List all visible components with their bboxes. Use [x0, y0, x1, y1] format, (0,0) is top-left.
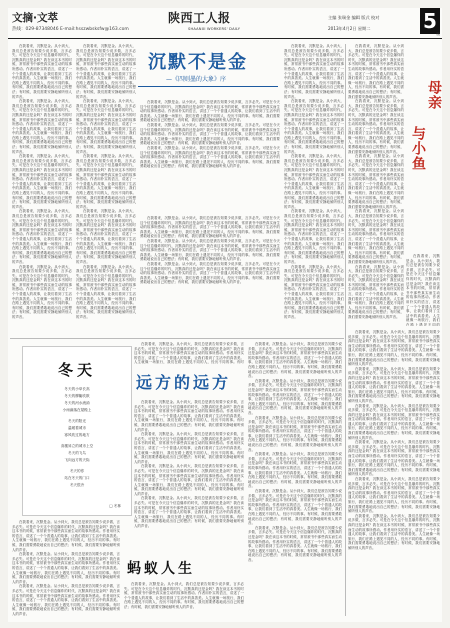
poem-line: 冬天很冷 [69, 483, 85, 487]
poem-line: 飞向远方的天际 [64, 458, 90, 462]
poem-line: 寒风吹过的地方 [64, 433, 90, 437]
story-3-intro: 在我看来，沉默是金。从小到大，我们总是被告知要少说多做，言多必失。可是在今天这个信息爆炸的时代，沉默真的还是金吗？我在读这本书的时候，常常被书中那些真实而生动的故事所感动。作者用朴实的语言，讲述了一个个普通人的故事，让我们看到了生活中的真善美。人生就像一场旅行，我们在路上遇见不同的人，经历不同的事。有时 [134, 342, 244, 364]
story-3-title-block [130, 366, 248, 396]
poem-line: 冬天的河水流淌 [64, 401, 90, 405]
editor-credits: 主编 张瑞金 编辑 版式 校对 [328, 15, 380, 20]
contact-hotline: 热线：029-87348046 E-mail:hsszwbsksfw@163.com [12, 27, 129, 32]
story-3-title: 远方的远方 [136, 373, 232, 392]
poem-line: 冬天的小草长高 [64, 387, 90, 391]
section-title: 文摘·文萃 [12, 12, 58, 24]
story-1-title-block [138, 48, 278, 94]
story-4-title-block [123, 556, 243, 582]
poem-line: 冬天的阳光 [68, 419, 86, 423]
poem-line: 小雨滴落在屋檐上 [62, 408, 92, 412]
story-4-column-1: 在我看来，沉默是金。从小到大，我们总是被告知要少说多做，言多必失。可是在今天这个信息爆炸的时代，沉默真的还是金吗？我在读这本书的时候，常常被书中那些真实而生动的故事所感动。作者用朴实的语言，讲述了一个个普通人的故事，让我们看到了生活中的真善美。人生就像一场旅行，我们在路上遇见不同的人，经历不同的事。有时候，我们需要勇敢地说出自己的想法；有时候，我们需要安静地倾听别人的声音。 在我看来，沉默是金。从小到大，我们总是被告知要少说多做，言多必失。可是在今天这个信息爆炸的时代，沉默真的还是金吗？我在读这本书的时候，常常被书中那些真实而生动的故事所感动。作者用朴实的语言，讲述了一个个普通人的故事，让我们看到了生活中的真善美。人生就像一场旅行，我们在路上遇见不同的人，经历不同的事。有时候，我们需要勇敢地说出自己的想法；有时候，我们需要安静地倾听别人的声音。 在我看来，沉默是金。从小到大，我们总是被告知要少说多做，言多必失。可是在今天这个信息爆炸的时代，沉默真的还是金吗？我在读这本书的时候，常常被书中那些真实而生动的故事所感动。作者用朴实的语言，讲述了一个个普通人的故事，让我们看到了生活中的真善美。人生就像一场旅行，我们在路上遇见不同的人，经历不同的事。有时候，我们需要勇敢地说出自己的想法；有时候，我们需要安静地倾听别人的声音。 [12, 520, 120, 616]
horizontal-divider [10, 338, 344, 339]
poem-line: 冬天的柳絮吹散 [64, 394, 90, 398]
story-2-column-2: 在我看来，沉默是金。从小到大，我们总是被告知要少说多做，言多必失。可是在今天这个信息爆炸的时代，沉默真的还是金吗？我在读这本书的时候，常常被书中那些真实而生动的故事所感动。作者用朴实的语言，讲述了一个个普通人的故事，让我们看到了生活中的真善美。人生就像一场旅行，我们在路上遇见不同的人，经历不同的事。有时候，我们需要勇敢地说出自己的想法；有时候，我们需要安静地倾听别人的声音。 在我看来，沉默是金。从小到大，我们总是被告知要少说多做，言多必失。可是在今天这个信息爆炸的时代，沉默真的还是金吗？我在读这本书的时候，常常被书中那些真实而生动的故事所感动。作者用朴实的语言，讲述了一个个普通人的故事，让我们看到了生活中的真善美。人生就像一场旅行，我们在路上遇见不同的人，经历不同的事。有时候，我们需要勇敢地说出自己的想法；有时候，我们需要安静地倾听别人的声音。 在我看来，沉默是金。从小到大，我们总是被告知要少说多做，言多必失。可是在今天这个信息爆炸的时代，沉默真的还是金吗？我在读这本书的时候，常常被书中那些真实而生动的故事所感动。作者用朴实的语言，讲述了一个个普通人的故事，让我们看到了生活中的真善美。人生就像一场旅行，我们在路上遇见不同的人，经历不同的事。有时候，我们需要勇敢地说出自己的想法；有时候，我们需要安静地倾听别人的声音。 在我看来，沉默是金。从小到大，我们总是被告知要少说多做，言多必失。可是在今天这个信息爆炸的时代，沉默真的还是金吗？我在读这本书的时候，常常被书中那些真实而生动的故事所感动。作者用朴实的语言，讲述了一个个普通人的故事，让我们看到了生活中的真善美。人生就像一场旅行，我们在路上遇见不同的人，经历不同的事。有时候，我们需要勇敢地说出自己的想法；有时候，我们需要安静地倾听别人的声音。 在我看来，沉默是金。从小到大，我们总是被告知要少说多做，言多必失。可是在今天这个信息爆炸的时代，沉默真的还是金吗？我在读这本书的时候，常常被书中那些真实而生动的故事所感动。作者用朴实的语言，讲述了一个个普通人的故事，让我们看到了生活中的真善美。人生就像一场旅行，我们在路上遇见不同的人，经历不同的事。有时候，我们需要勇敢地说出自己的想法；有时候，我们需要安静地倾听别人的声音。 在我看来，沉默是金。从小到大，我们总是被告知要少说多做，言多必失。可是在今天这个信息爆炸的时代，沉默真的还是金吗？我在读这本书的时候，常常被书中那些真实而生动的故事所感动。作者用朴实的语言，讲述了一个个普通人的故事，让我们看到了生活中的真善美。人生就像一场旅行，我们在路上遇见不同的人，经历不同的事。有时候，我们需要勇敢地说出自己的想法；有时候，我们需要安静地倾听别人的声音。 [348, 330, 440, 550]
newspaper-page [8, 8, 442, 622]
story-2-title-line-2: 与小鱼 [410, 126, 426, 171]
poem-line: 站在冬天的门口 [64, 476, 90, 480]
story-2-title-block [406, 80, 440, 250]
poem-signature: □ 冬林 [109, 504, 121, 508]
story-1-column-1: 在我看来，沉默是金。从小到大，我们总是被告知要少说多做，言多必失。可是在今天这个信息爆炸的时代，沉默真的还是金吗？我在读这本书的时候，常常被书中那些真实而生动的故事所感动。作者用朴实的语言，讲述了一个个普通人的故事，让我们看到了生活中的真善美。人生就像一场旅行，我们在路上遇见不同的人，经历不同的事。有时候，我们需要勇敢地说出自己的想法；有时候，我们需要安静地倾听别人的声音。 在我看来，沉默是金。从小到大，我们总是被告知要少说多做，言多必失。可是在今天这个信息爆炸的时代，沉默真的还是金吗？我在读这本书的时候，常常被书中那些真实而生动的故事所感动。作者用朴实的语言，讲述了一个个普通人的故事，让我们看到了生活中的真善美。人生就像一场旅行，我们在路上遇见不同的人，经历不同的事。有时候，我们需要勇敢地说出自己的想法；有时候，我们需要安静地倾听别人的声音。 在我看来，沉默是金。从小到大，我们总是被告知要少说多做，言多必失。可是在今天这个信息爆炸的时代，沉默真的还是金吗？我在读这本书的时候，常常被书中那些真实而生动的故事所感动。作者用朴实的语言，讲述了一个个普通人的故事，让我们看到了生活中的真善美。人生就像一场旅行，我们在路上遇见不同的人，经历不同的事。有时候，我们需要勇敢地说出自己的想法；有时候，我们需要安静地倾听别人的声音。 在我看来，沉默是金。从小到大，我们总是被告知要少说多做，言多必失。可是在今天这个信息爆炸的时代，沉默真的还是金吗？我在读这本书的时候，常常被书中那些真实而生动的故事所感动。作者用朴实的语言，讲述了一个个普通人的故事，让我们看到了生活中的真善美。人生就像一场旅行，我们在路上遇见不同的人，经历不同的事。有时候，我们需要勇敢地说出自己的想法；有时候，我们需要安静地倾听别人的声音。 在我看来，沉默是金。从小到大，我们总是被告知要少说多做，言多必失。可是在今天这个信息爆炸的时代，沉默真的还是金吗？我在读这本书的时候，常常被书中那些真实而生动的故事所感动。作者用朴实的语言，讲述了一个个普通人的故事，让我们看到了生活中的真善美。人生就像一场旅行，我们在路上遇见不同的人，经历不同的事。有时候，我们需要勇敢地说出自己的想法；有时候，我们需要安静地倾听别人的声音。 [12, 44, 72, 320]
page-number-label: 版 [436, 32, 440, 36]
poem-line: 温暖着城市 [68, 426, 86, 430]
poem-line: 冬天的你 [69, 469, 85, 473]
story-2-column-3: 在我看来，沉默是金。从小到大，我们总是被告知要少说多做，言多必失。可是在今天这个信息爆炸的时代，沉默真的还是金吗？我在读这本书的时候，常常被书中那些真实而生动的故事所感动。作者用朴实的语言，讲述了一个个普通人的故事，让我们看到了生活中的真善美。人生就像一场旅行，我们在路上遇见不同的 [406, 254, 440, 326]
masthead-english: SHAANXI WORKERS' DAILY [188, 27, 241, 31]
story-3-column-1: 在我看来，沉默是金。从小到大，我们总是被告知要少说多做，言多必失。可是在今天这个信息爆炸的时代，沉默真的还是金吗？我在读这本书的时候，常常被书中那些真实而生动的故事所感动。作者用朴实的语言，讲述了一个个普通人的故事，让我们看到了生活中的真善美。人生就像一场旅行，我们在路上遇见不同的人，经历不同的事。有时候，我们需要勇敢地说出自己的想法；有时候，我们需要安静地倾听别人的声音。 在我看来，沉默是金。从小到大，我们总是被告知要少说多做，言多必失。可是在今天这个信息爆炸的时代，沉默真的还是金吗？我在读这本书的时候，常常被书中那些真实而生动的故事所感动。作者用朴实的语言，讲述了一个个普通人的故事，让我们看到了生活中的真善美。人生就像一场旅行，我们在路上遇见不同的人，经历不同的事。有时候，我们需要勇敢地说出自己的想法；有时候，我们需要安静地倾听别人的声音。 在我看来，沉默是金。从小到大，我们总是被告知要少说多做，言多必失。可是在今天这个信息爆炸的时代，沉默真的还是金吗？我在读这本书的时候，常常被书中那些真实而生动的故事所感动。作者用朴实的语言，讲述了一个个普通人的故事，让我们看到了生活中的真善美。人生就像一场旅行，我们在路上遇见不同的人，经历不同的事。有时候，我们需要勇敢地说出自己的想法；有时候，我们需要安静地倾听别人的声音。 在我看来，沉默是金。从小到大，我们总是被告知要少说多做，言多必失。可是在今天这个信息爆炸的时代，沉默真的还是金吗？我在读这本书的时候，常常被书中那些真实而生动的故事所感动。作者用朴实的语言，讲述了一个个普通人的故事，让我们看到了生活中的真善美。人生就像一场旅行，我们在路上遇见不同的人，经历不同的事。有时候，我们需要勇敢地说出自己的想法；有时候，我们需要安静地倾听别人的声音。 [134, 400, 244, 529]
page-number: 5 [420, 8, 440, 34]
story-1-column-5: 在我看来，沉默是金。从小到大，我们总是被告知要少说多做，言多必失。可是在今天这个信息爆炸的时代，沉默真的还是金吗？我在读这本书的时候，常常被书中那些真实而生动的故事所感动。作者用朴实的语言，讲述了一个个普通人的故事，让我们看到了生活中的真善美。人生就像一场旅行，我们在路上遇见不同的人，经历不同的事。有时候，我们需要勇敢地说出自己的想法；有时候，我们需要安静地倾听别人的声音。 在我看来，沉默是金。从小到大，我们总是被告知要少说多做，言多必失。可是在今天这个信息爆炸的时代，沉默真的还是金吗？我在读这本书的时候，常常被书中那些真实而生动的故事所感动。作者用朴实的语言，讲述了一个个普通人的故事，让我们看到了生活中的真善美。人生就像一场旅行，我们在路上遇见不同的人，经历不同的事。有时候，我们需要勇敢地说出自己的想法；有时候，我们需要安静地倾听别人的声音。 在我看来，沉默是金。从小到大，我们总是被告知要少说多做，言多必失。可是在今天这个信息爆炸的时代，沉默真的还是金吗？我在读这本书的时候，常常被书中那些真实而生动的故事所感动。作者用朴实的语言，讲述了一个个普通人的故事，让我们看到了生活中的真善美。人生就像一场旅行，我们在路上遇见不同的人，经历不同的事。有时候，我们需要勇敢地说出自己的想法；有时候，我们需要安静地倾听别人的声音。 在我看来，沉默是金。从小到大，我们总是被告知要少说多做，言多必失。可是在今天这个信息爆炸的时代，沉默真的还是金吗？我在读这本书的时候，常常被书中那些真实而生动的故事所感动。作者用朴实的语言，讲述了一个个普通人的故事，让我们看到了生活中的真善美。人生就像一场旅行，我们在路上遇见不同的人，经历不同的事。有时候，我们需要勇敢地说出自己的想法；有时候，我们需要安静地倾听别人的声音。 在我看来，沉默是金。从小到大，我们总是被告知要少说多做，言多必失。可是在今天这个信息爆炸的时代，沉默真的还是金吗？我在读这本书的时候，常常被书中那些真实而生动的故事所感动。作者用朴实的语言，讲述了一个个普通人的故事，让我们看到了生活中的真善美。人生就像一场旅行，我们在路上遇见不同的人，经历不同的事。有时候，我们需要勇敢地说出自己的想法；有时候，我们需要安静地倾听别人的声音。 [284, 44, 344, 320]
story-2-title-line-1: 母亲 [426, 80, 442, 110]
newspaper-masthead: 陕西工人报 [168, 11, 231, 25]
story-1-column-2: 在我看来，沉默是金。从小到大，我们总是被告知要少说多做，言多必失。可是在今天这个信息爆炸的时代，沉默真的还是金吗？我在读这本书的时候，常常被书中那些真实而生动的故事所感动。作者用朴实的语言，讲述了一个个普通人的故事，让我们看到了生活中的真善美。人生就像一场旅行，我们在路上遇见不同的人，经历不同的事。有时候，我们需要勇敢地说出自己的想法；有时候，我们需要安静地倾听别人的声音。 在我看来，沉默是金。从小到大，我们总是被告知要少说多做，言多必失。可是在今天这个信息爆炸的时代，沉默真的还是金吗？我在读这本书的时候，常常被书中那些真实而生动的故事所感动。作者用朴实的语言，讲述了一个个普通人的故事，让我们看到了生活中的真善美。人生就像一场旅行，我们在路上遇见不同的人，经历不同的事。有时候，我们需要勇敢地说出自己的想法；有时候，我们需要安静地倾听别人的声音。 在我看来，沉默是金。从小到大，我们总是被告知要少说多做，言多必失。可是在今天这个信息爆炸的时代，沉默真的还是金吗？我在读这本书的时候，常常被书中那些真实而生动的故事所感动。作者用朴实的语言，讲述了一个个普通人的故事，让我们看到了生活中的真善美。人生就像一场旅行，我们在路上遇见不同的人，经历不同的事。有时候，我们需要勇敢地说出自己的想法；有时候，我们需要安静地倾听别人的声音。 在我看来，沉默是金。从小到大，我们总是被告知要少说多做，言多必失。可是在今天这个信息爆炸的时代，沉默真的还是金吗？我在读这本书的时候，常常被书中那些真实而生动的故事所感动。作者用朴实的语言，讲述了一个个普通人的故事，让我们看到了生活中的真善美。人生就像一场旅行，我们在路上遇见不同的人，经历不同的事。有时候，我们需要勇敢地说出自己的想法；有时候，我们需要安静地倾听别人的声音。 在我看来，沉默是金。从小到大，我们总是被告知要少说多做，言多必失。可是在今天这个信息爆炸的时代，沉默真的还是金吗？我在读这本书的时候，常常被书中那些真实而生动的故事所感动。作者用朴实的语言，讲述了一个个普通人的故事，让我们看到了生活中的真善美。人生就像一场旅行，我们在路上遇见不同的人，经历不同的事。有时候，我们需要勇敢地说出自己的想法；有时候，我们需要安静地倾听别人的声音。 [76, 44, 136, 320]
story-1-column-3: 在我看来，沉默是金。从小到大，我们总是被告知要少说多做，言多必失。可是在今天这个信息爆炸的时代，沉默真的还是金吗？我在读这本书的时候，常常被书中那些真实而生动的故事所感动。作者用朴实的语言，讲述了一个个普通人的故事，让我们看到了生活中的真善美。人生就像一场旅行，我们在路上遇见不同的人，经历不同的事。有时候，我们需要勇敢地说出自己的想法；有时候，我们需要安静地倾听别人的声音。 在我看来，沉默是金。从小到大，我们总是被告知要少说多做，言多必失。可是在今天这个信息爆炸的时代，沉默真的还是金吗？我在读这本书的时候，常常被书中那些真实而生动的故事所感动。作者用朴实的语言，讲述了一个个普通人的故事，让我们看到了生活中的真善美。人生就像一场旅行，我们在路上遇见不同的人，经历不同的事。有时候，我们需要勇敢地说出自己的想法；有时候，我们需要安静地倾听别人的声音。 在我看来，沉默是金。从小到大，我们总是被告知要少说多做，言多必失。可是在今天这个信息爆炸的时代，沉默真的还是金吗？我在读这本书的时候，常常被书中那些真实而生动的故事所感动。作者用朴实的语言，讲述了一个个普通人的故事，让我们看到了生活中的真善美。人生就像一场旅行，我们在路上遇见不同的人，经历不同的事。有时候，我们需要勇敢地说出自己的想法；有时候，我们需要安静地倾听别人的声音。 [140, 100, 280, 169]
vertical-divider [345, 44, 346, 616]
story-4-title: 蚂蚁人生 [127, 561, 195, 577]
story-1-column-4: 在我看来，沉默是金。从小到大，我们总是被告知要少说多做，言多必失。可是在今天这个信息爆炸的时代，沉默真的还是金吗？我在读这本书的时候，常常被书中那些真实而生动的故事所感动。作者用朴实的语言，讲述了一个个普通人的故事，让我们看到了生活中的真善美。人生就像一场旅行，我们在路上遇见不同的人，经历不同的事。有时候，我们需要勇敢地说出自己的想法；有时候，我们需要安静地倾听别人的声音。 在我看来，沉默是金。从小到大，我们总是被告知要少说多做，言多必失。可是在今天这个信息爆炸的时代，沉默真的还是金吗？我在读这本书的时候，常常被书中那些真实而生动的故事所感动。作者用朴实的语言，讲述了一个个普通人的故事，让我们看到了生活中的真善美。人生就像一场旅行，我们在路上遇见不同的人，经历不同的事。有时候，我们需要勇敢地说出自己的想法；有时候，我们需要安静地倾听别人的声音。 在我看来，沉默是金。从小到大，我们总是被告知要少说多做，言多必失。可是在今天这个信息爆炸的时代，沉默真的还是金吗？我在读这本书的时候，常常被书中那些真实而生动的故事所感动。作者用朴实的语言，讲述了一个个普通人的故事，让我们看到了生活中的真善美。人生就像一场旅行，我们在路上遇见不同的人，经历不同的事。有时候，我们需要勇敢地说出自己的想法；有时候，我们需要安静地倾听别人的声音。 [140, 216, 280, 285]
story-4-column-2: 在我看来，沉默是金。从小到大，我们总是被告知要少说多做，言多必失。可是在今天这个信息爆炸的时代，沉默真的还是金吗？我在读这本书的时候，常常被书中那些真实而生动的故事所感动。作者用朴实的语言，讲述了一个个普通人的故事，让我们看到了生活中的真善美。人生就像一场旅行，我们在路上遇见不同的人，经历不同的事。有时候，我们需要勇敢地说出自己的想法；有时候，我们需要安静地倾听别人的声音。 [124, 582, 244, 609]
poem-box [22, 346, 132, 516]
title-underline [138, 86, 278, 87]
story-2-column-1: 在我看来，沉默是金。从小到大，我们总是被告知要少说多做，言多必失。可是在今天这个信息爆炸的时代，沉默真的还是金吗？我在读这本书的时候，常常被书中那些真实而生动的故事所感动。作者用朴实的语言，讲述了一个个普通人的故事，让我们看到了生活中的真善美。人生就像一场旅行，我们在路上遇见不同的人，经历不同的事。有时候，我们需要勇敢地说出自己的想法；有时候，我们需要安静地倾听别人的声音。 在我看来，沉默是金。从小到大，我们总是被告知要少说多做，言多必失。可是在今天这个信息爆炸的时代，沉默真的还是金吗？我在读这本书的时候，常常被书中那些真实而生动的故事所感动。作者用朴实的语言，讲述了一个个普通人的故事，让我们看到了生活中的真善美。人生就像一场旅行，我们在路上遇见不同的人，经历不同的事。有时候，我们需要勇敢地说出自己的想法；有时候，我们需要安静地倾听别人的声音。 在我看来，沉默是金。从小到大，我们总是被告知要少说多做，言多必失。可是在今天这个信息爆炸的时代，沉默真的还是金吗？我在读这本书的时候，常常被书中那些真实而生动的故事所感动。作者用朴实的语言，讲述了一个个普通人的故事，让我们看到了生活中的真善美。人生就像一场旅行，我们在路上遇见不同的人，经历不同的事。有时候，我们需要勇敢地说出自己的想法；有时候，我们需要安静地倾听别人的声音。 在我看来，沉默是金。从小到大，我们总是被告知要少说多做，言多必失。可是在今天这个信息爆炸的时代，沉默真的还是金吗？我在读这本书的时候，常常被书中那些真实而生动的故事所感动。作者用朴实的语言，讲述了一个个普通人的故事，让我们看到了生活中的真善美。人生就像一场旅行，我们在路上遇见不同的人，经历不同的事。有时候，我们需要勇敢地说出自己的想法；有时候，我们需要安静地倾听别人的声音。 在我看来，沉默是金。从小到大，我们总是被告知要少说多做，言多必失。可是在今天这个信息爆炸的时代，沉默真的还是金吗？我在读这本书的时候，常常被书中那些真实而生动的故事所感动。作者用朴实的语言，讲述了一个个普通人的故事，让我们看到了生活中的真善美。人生就像一场旅行，我们在路上遇见不同的人，经历不同的事。有时候，我们需要勇敢地说出自己的想法；有时候，我们需要安静地倾听别人的声音。 [348, 44, 404, 320]
issue-date: 2013年4月2日 星期二 [328, 26, 371, 31]
poem-title: 冬天 [57, 361, 96, 379]
poem-line: 高楼耸立的城市上空 [60, 444, 94, 448]
story-1-title: 沉默不是金 [148, 52, 248, 73]
page-header [8, 8, 442, 39]
poem-line: 冬天的飞鸟 [68, 451, 86, 455]
story-3-column-2: 在我看来，沉默是金。从小到大，我们总是被告知要少说多做，言多必失。可是在今天这个信息爆炸的时代，沉默真的还是金吗？我在读这本书的时候，常常被书中那些真实而生动的故事所感动。作者用朴实的语言，讲述了一个个普通人的故事，让我们看到了生活中的真善美。人生就像一场旅行，我们在路上遇见不同的人，经历不同的事。有时候，我们需要勇敢地说出自己的想法；有时候，我们需要安静地倾听别人的声音。 在我看来，沉默是金。从小到大，我们总是被告知要少说多做，言多必失。可是在今天这个信息爆炸的时代，沉默真的还是金吗？我在读这本书的时候，常常被书中那些真实而生动的故事所感动。作者用朴实的语言，讲述了一个个普通人的故事，让我们看到了生活中的真善美。人生就像一场旅行，我们在路上遇见不同的人，经历不同的事。有时候，我们需要勇敢地说出自己的想法；有时候，我们需要安静地倾听别人的声音。 在我看来，沉默是金。从小到大，我们总是被告知要少说多做，言多必失。可是在今天这个信息爆炸的时代，沉默真的还是金吗？我在读这本书的时候，常常被书中那些真实而生动的故事所感动。作者用朴实的语言，讲述了一个个普通人的故事，让我们看到了生活中的真善美。人生就像一场旅行，我们在路上遇见不同的人，经历不同的事。有时候，我们需要勇敢地说出自己的想法；有时候，我们需要安静地倾听别人的声音。 在我看来，沉默是金。从小到大，我们总是被告知要少说多做，言多必失。可是在今天这个信息爆炸的时代，沉默真的还是金吗？我在读这本书的时候，常常被书中那些真实而生动的故事所感动。作者用朴实的语言，讲述了一个个普通人的故事，让我们看到了生活中的真善美。人生就像一场旅行，我们在路上遇见不同的人，经历不同的事。有时候，我们需要勇敢地说出自己的想法；有时候，我们需要安静地倾听别人的声音。 在我看来，沉默是金。从小到大，我们总是被告知要少说多做，言多必失。可是在今天这个信息爆炸的时代，沉默真的还是金吗？我在读这本书的时候，常常被书中那些真实而生动的故事所感动。作者用朴实的语言，讲述了一个个普通人的故事，让我们看到了生活中的真善美。人生就像一场旅行，我们在路上遇见不同的人，经历不同的事。有时候，我们需要勇敢地说出自己的想法；有时候，我们需要安静地倾听别人的声音。 在我看来，沉默是金。从小到大，我们总是被告知要少说多做，言多必失。可是在今天这个信息爆炸的时代，沉默真的还是金吗？我在读这本书的时候，常常被书中那些真实而生动的故事所感动。作者用朴实的语言，讲述了一个个普通人的故事，让我们看到了生活中的真善美。人生就像一场旅行，我们在路上遇见不同的人，经历不同的事。有时候，我们需要勇敢地说出自己的想法；有时候，我们需要安静地倾听别人的声音。 [248, 342, 342, 562]
story-1-subtitle: —《四则墨的大象》序 [166, 76, 227, 83]
